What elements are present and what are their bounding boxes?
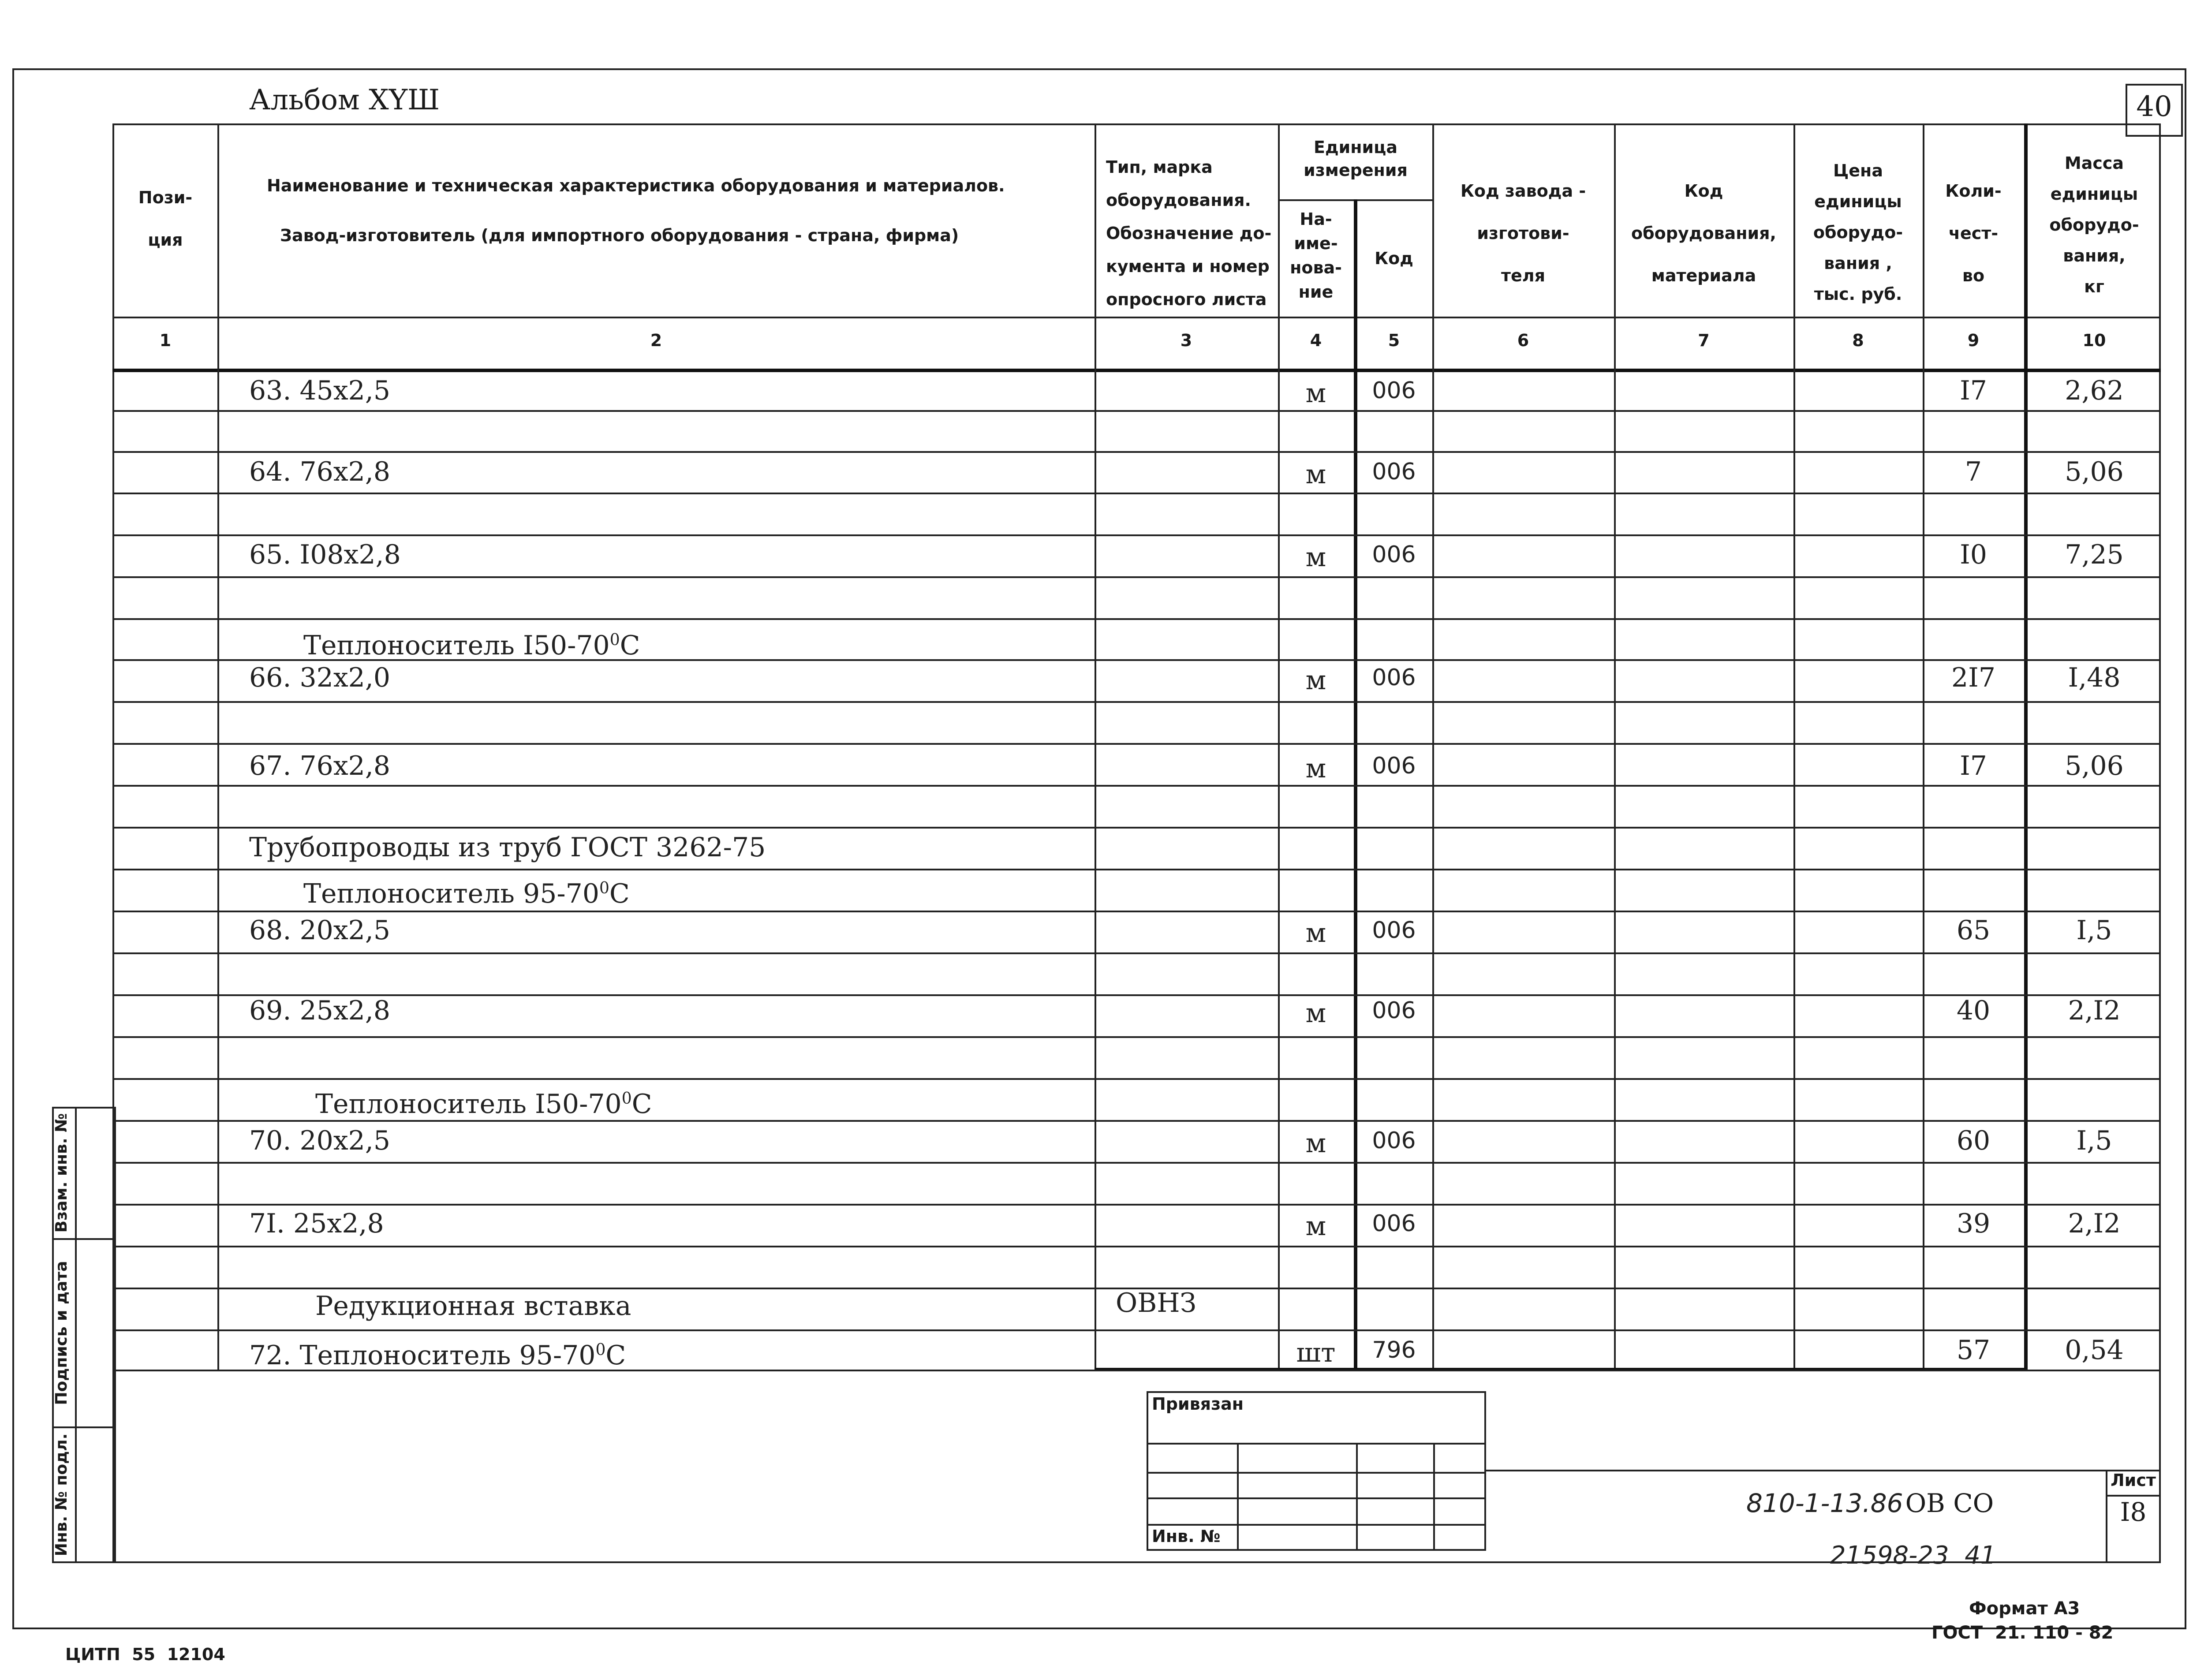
citp-label: ЦИТП 55 12104 — [65, 1645, 225, 1664]
header-unit-code: Код — [1375, 249, 1413, 268]
row-line — [112, 1078, 2161, 1080]
header-price: Цена единицы оборудо- вания , тыс. руб. — [1813, 161, 1903, 304]
header-mass: Масса единицы оборудо- вания, кг — [2049, 153, 2139, 296]
col-sep-8 — [1923, 123, 1924, 1371]
item-mass: 0,54 — [2065, 1335, 2124, 1366]
item-unit: м — [1305, 1128, 1326, 1159]
item-mass: 2,I2 — [2068, 1208, 2121, 1239]
item-unit: м — [1305, 753, 1326, 784]
item-name: 72. Теплоноситель $95-70^0С$ — [249, 1340, 626, 1371]
section-heading: Теплоноситель $I50-70^0С$ — [315, 1089, 652, 1120]
row-line — [112, 534, 2161, 536]
row-line — [112, 785, 2161, 787]
item-mass: 5,06 — [2065, 750, 2124, 781]
item-qty: I7 — [1960, 750, 1987, 781]
doc-code: 810-1-13.86 ОВ СО — [1746, 1488, 1994, 1518]
colnum-8: 8 — [1852, 331, 1864, 350]
handwritten-number: 21598-23 41 — [1830, 1541, 1996, 1570]
row-line — [112, 451, 2161, 453]
item-name: 67. 76x2,8 — [249, 750, 391, 781]
item-name: 64. 76x2,8 — [249, 456, 391, 487]
item-code: 006 — [1372, 997, 1416, 1024]
item-code: 796 — [1372, 1337, 1416, 1363]
colnum-5: 5 — [1388, 331, 1400, 350]
doc-stamp-sheet-line — [2106, 1495, 2161, 1497]
stamp-privyazan-label: Привязан — [1152, 1394, 1244, 1414]
col-sep-5 — [1432, 123, 1434, 1371]
section-heading: Теплоноситель $95-70^0С$ — [303, 878, 630, 909]
item-name: 68. 20x2,5 — [249, 915, 391, 946]
item-qty: 39 — [1956, 1208, 1991, 1239]
item-code: 006 — [1372, 541, 1416, 568]
header-equipment-code: Код оборудования, материала — [1631, 181, 1776, 285]
stamp-line — [1147, 1472, 1486, 1474]
col-sep-1 — [217, 123, 219, 1371]
item-code: 006 — [1372, 377, 1416, 404]
row-line — [112, 827, 2161, 829]
item-code: 006 — [1372, 917, 1416, 944]
item-unit: шт — [1296, 1337, 1336, 1368]
col-sep-7 — [1793, 123, 1795, 1371]
item-unit: м — [1305, 918, 1326, 948]
item-mass: I,5 — [2076, 1125, 2112, 1156]
item-unit: м — [1305, 665, 1326, 696]
item-name: 69. 25x2,8 — [249, 995, 391, 1026]
item-code: 006 — [1372, 1210, 1416, 1237]
header-name-line1: Наименование и техническая характеристика оборудования и материалов. — [267, 176, 1005, 195]
item-mass: 7,25 — [2065, 539, 2124, 570]
gost-label: ГОСТ 21. 110 - 82 — [1931, 1623, 2114, 1643]
col-sep-3 — [1278, 123, 1280, 1371]
header-unit-name: На- име- нова- ние — [1290, 209, 1342, 302]
stamp-col — [1237, 1443, 1239, 1551]
stamp-line — [1147, 1497, 1486, 1499]
item-unit: м — [1305, 1211, 1326, 1242]
row-line — [112, 952, 2161, 954]
item-qty: 2I7 — [1951, 662, 1996, 693]
header-type: Тип, марка оборудования. Обозначение до- кумента и номер опросного листа — [1106, 157, 1272, 309]
row-line — [112, 410, 2161, 412]
item-mass: I,48 — [2068, 662, 2121, 693]
row-line — [112, 994, 2161, 996]
item-unit: м — [1305, 998, 1326, 1029]
header-bottom-line — [112, 317, 2161, 318]
row-line — [112, 1329, 2161, 1331]
stamp-line — [1147, 1443, 1486, 1445]
row-line — [112, 1162, 2161, 1164]
row-line — [112, 701, 2161, 703]
header-quantity: Коли- чест- во — [1945, 181, 2002, 285]
colnum-7: 7 — [1698, 331, 1710, 350]
col-sep-6 — [1614, 123, 1616, 1371]
item-mass: 2,I2 — [2068, 995, 2121, 1026]
item-qty: 60 — [1956, 1125, 1991, 1156]
row-line — [112, 1204, 2161, 1206]
number-row-bottom-line — [112, 369, 2161, 372]
item-unit: м — [1305, 459, 1326, 490]
stamp-line — [1147, 1524, 1486, 1526]
sheet-label: Лист — [2111, 1471, 2156, 1490]
header-factory-code: Код завода - изготови- теля — [1460, 181, 1586, 285]
item-name: 63. 45x2,5 — [249, 375, 391, 406]
row-line — [112, 743, 2161, 745]
item-qty: I7 — [1960, 375, 1987, 406]
sheet-number: I8 — [2120, 1497, 2147, 1527]
page-number: 40 — [2136, 90, 2172, 123]
stamp-col — [1433, 1443, 1435, 1551]
header-position: Пози- ция — [138, 188, 193, 250]
col-sep-2 — [1095, 123, 1096, 1371]
side-label-inv: Инв. № подл. — [52, 1433, 71, 1557]
colnum-6: 6 — [1517, 331, 1529, 350]
colnum-10: 10 — [2082, 331, 2106, 350]
section-heading: Теплоноситель $I50-70^0С$ — [303, 630, 640, 661]
stamp-inv-label: Инв. № — [1152, 1527, 1221, 1546]
item-qty: I0 — [1960, 539, 1987, 570]
item-unit: м — [1305, 378, 1326, 409]
item-qty: 40 — [1956, 995, 1991, 1026]
row-line — [112, 1246, 2161, 1247]
item-qty: 57 — [1956, 1335, 1991, 1366]
side-label-vzam: Взам. инв. № — [52, 1113, 71, 1233]
item-name: 65. I08x2,8 — [249, 539, 401, 570]
item-qty: 7 — [1965, 456, 1982, 487]
side-label-signature: Подпись и дата — [52, 1261, 71, 1405]
item-code: 006 — [1372, 459, 1416, 485]
album-title: Альбом XYШ — [249, 84, 440, 116]
header-unit: Единица измерения — [1304, 138, 1408, 180]
row-line — [112, 618, 2161, 620]
item-unit: м — [1305, 542, 1326, 573]
colnum-2: 2 — [650, 331, 662, 350]
item-mass: 5,06 — [2065, 456, 2124, 487]
item-type: ОВНЗ — [1116, 1288, 1196, 1318]
row-line — [112, 493, 2161, 494]
item-name: 70. 20x2,5 — [249, 1125, 391, 1156]
row-line — [112, 869, 2161, 870]
stamp-col — [1356, 1443, 1358, 1551]
item-code: 006 — [1372, 1127, 1416, 1154]
colnum-1: 1 — [159, 331, 172, 350]
section-heading: Редукционная вставка — [315, 1291, 631, 1322]
row-line — [112, 1036, 2161, 1038]
section-heading: Трубопроводы из труб ГОСТ 3262-75 — [249, 832, 766, 863]
doc-stamp-top — [1486, 1470, 2161, 1471]
item-qty: 65 — [1956, 915, 1991, 946]
item-mass: 2,62 — [2065, 375, 2124, 406]
header-name-line2: Завод-изготовитель (для импортного оборудования - страна, фирма) — [280, 226, 959, 245]
item-code: 006 — [1372, 665, 1416, 691]
colnum-9: 9 — [1967, 331, 1980, 350]
format-label: Формат А3 — [1969, 1598, 2080, 1619]
row-line — [112, 576, 2161, 578]
item-code: 006 — [1372, 753, 1416, 779]
colnum-4: 4 — [1310, 331, 1322, 350]
item-mass: I,5 — [2076, 915, 2112, 946]
colnum-3: 3 — [1180, 331, 1192, 350]
item-name: 7I. 25x2,8 — [249, 1208, 384, 1239]
side-stamp-divider — [75, 1107, 77, 1563]
item-name: 66. 32x2,0 — [249, 662, 391, 693]
